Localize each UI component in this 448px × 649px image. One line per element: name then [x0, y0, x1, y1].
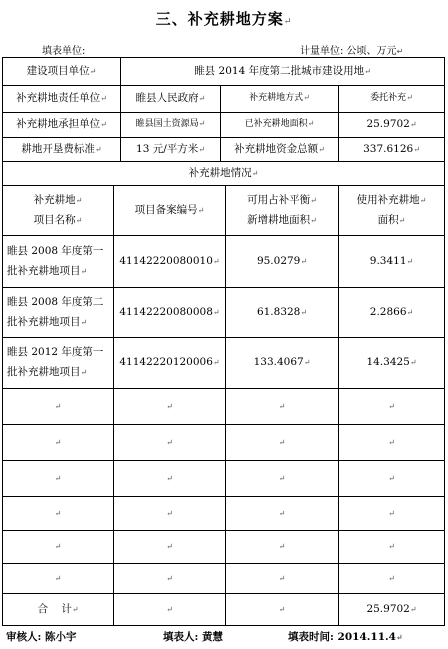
cell-text: 13 元/平方米 — [136, 142, 199, 155]
paragraph-mark: ↵ — [388, 542, 395, 552]
paragraph-mark: ↵ — [54, 401, 62, 411]
new-area — [226, 236, 338, 287]
footer-text: 填表人: 黄慧 — [163, 631, 224, 643]
supplement-method-value — [339, 86, 444, 112]
undertaking-unit-value — [121, 113, 220, 137]
cell-text: 可用占补平衡 — [247, 193, 311, 206]
paragraph-mark: ↵ — [80, 266, 88, 276]
record-number — [114, 236, 225, 287]
paragraph-mark: ↵ — [388, 401, 395, 411]
total-label — [3, 594, 113, 625]
paragraph-mark: ↵ — [80, 317, 88, 327]
empty-cell — [226, 425, 338, 460]
section-title — [3, 162, 444, 185]
paragraph-mark: ↵ — [54, 573, 62, 583]
cell-text: 睢县 2012 年度第一 — [7, 346, 104, 359]
empty-cell — [114, 531, 225, 563]
cell-text: 补充耕地情况 — [188, 166, 252, 179]
new-area — [226, 338, 338, 388]
paragraph-mark: ↵ — [310, 195, 317, 205]
cell-text: 41142220080008 — [119, 305, 213, 318]
paragraph-mark: ↵ — [398, 215, 406, 225]
fill-unit-text: 填表单位: — [42, 46, 86, 57]
cell-text: 补充耕地 — [33, 193, 76, 206]
paragraph-mark: ↵ — [278, 473, 286, 483]
cell-text: 41142220080010 — [119, 254, 213, 267]
empty-cell — [226, 531, 338, 563]
fill-unit-label — [42, 42, 85, 57]
cell-text: 补充耕地资金总额 — [234, 142, 319, 155]
cell-text: 已补充耕地面积 — [244, 119, 308, 130]
cell-text: 补充耕地责任单位 — [16, 92, 101, 105]
paragraph-mark: ↵ — [80, 368, 88, 377]
paragraph-mark: ↵ — [278, 542, 286, 552]
used-area — [339, 338, 444, 388]
paragraph-mark: ↵ — [300, 256, 308, 266]
total-fund-value — [339, 138, 444, 161]
empty-cell — [226, 564, 338, 593]
cell-text: 睢县 2008 年度第二 — [7, 295, 104, 308]
paragraph-mark: ↵ — [166, 604, 173, 614]
record-number — [114, 338, 225, 388]
project-unit-value — [121, 58, 444, 85]
grid-line — [2, 625, 444, 626]
cell-text: 补充耕地方式 — [249, 93, 304, 104]
paragraph-mark: ↵ — [409, 120, 417, 130]
paragraph-mark: ↵ — [198, 119, 206, 129]
paragraph-mark: ↵ — [278, 401, 286, 411]
empty-cell — [226, 389, 338, 424]
column-header-project-name — [3, 186, 113, 235]
cell-text: 合 计 — [37, 602, 72, 615]
cell-text: 睢县人民政府 — [135, 92, 199, 105]
record-number — [114, 288, 225, 337]
cell-text: 337.6126 — [363, 142, 414, 155]
measure-unit-text: 计量单位: 公顷、万元 — [300, 46, 397, 57]
cell-text: 9.3411 — [369, 254, 407, 267]
paragraph-mark: ↵ — [300, 307, 308, 317]
empty-cell — [226, 594, 338, 625]
empty-cell — [114, 461, 225, 496]
column-header-new-area — [226, 186, 338, 235]
empty-cell — [339, 425, 444, 460]
empty-cell — [114, 594, 225, 625]
supplemented-area-value — [339, 113, 444, 137]
empty-cell — [114, 389, 225, 424]
column-header-record-number — [114, 186, 225, 235]
paragraph-mark: ↵ — [75, 195, 83, 205]
empty-cell — [339, 389, 444, 424]
total-used-area — [339, 594, 444, 625]
grid-line — [444, 57, 445, 626]
paragraph-mark: ↵ — [419, 195, 427, 205]
cell-text: 面积 — [377, 213, 399, 226]
cell-text: 使用补充耕地 — [356, 193, 420, 206]
footer-text: 审核人: 陈小宇 — [6, 631, 77, 643]
paragraph-mark: ↵ — [303, 358, 311, 368]
empty-cell — [114, 564, 225, 593]
empty-cell — [3, 389, 113, 424]
cell-text: 41142220120006 — [119, 356, 213, 369]
paragraph-mark: ↵ — [251, 168, 259, 178]
cell-text: 委托补充 — [370, 93, 407, 104]
paragraph-mark: ↵ — [396, 47, 404, 56]
project-unit-label — [3, 58, 120, 85]
paragraph-mark: ↵ — [409, 358, 417, 368]
cell-text: 睢县 2008 年度第一 — [7, 244, 104, 257]
paragraph-mark: ↵ — [212, 358, 220, 368]
paragraph-mark: ↵ — [54, 542, 62, 552]
used-area — [339, 288, 444, 337]
paragraph-mark: ↵ — [283, 17, 293, 27]
total-fund-label — [221, 138, 338, 161]
paragraph-mark: ↵ — [75, 215, 83, 225]
paragraph-mark: ↵ — [89, 66, 97, 76]
empty-cell — [3, 425, 113, 460]
cell-text: 2.2866 — [369, 305, 407, 318]
empty-cell — [3, 497, 113, 530]
paragraph-mark: ↵ — [166, 508, 173, 518]
undertaking-unit-label — [3, 113, 120, 137]
paragraph-mark: ↵ — [54, 437, 62, 447]
paragraph-mark: ↵ — [100, 120, 107, 130]
paragraph-mark: ↵ — [303, 93, 310, 103]
empty-cell — [339, 564, 444, 593]
paragraph-mark: ↵ — [212, 256, 220, 266]
paragraph-mark: ↵ — [278, 604, 286, 614]
cell-text: 批补充耕地项目 — [7, 366, 81, 378]
paragraph-mark: ↵ — [166, 573, 173, 583]
paragraph-mark: ↵ — [278, 437, 286, 447]
project-name — [3, 288, 113, 337]
responsible-unit-label — [3, 86, 120, 112]
cell-text: 项目备案编号 — [134, 203, 198, 216]
paragraph-mark: ↵ — [94, 144, 102, 154]
cell-text: 25.9702 — [366, 118, 410, 131]
empty-cell — [339, 531, 444, 563]
responsible-unit-value — [121, 86, 220, 112]
cell-text: 耕地开垦费标准 — [21, 142, 95, 155]
paragraph-mark: ↵ — [197, 205, 205, 215]
paragraph-mark: ↵ — [166, 401, 173, 411]
empty-cell — [3, 564, 113, 593]
paragraph-mark: ↵ — [406, 307, 414, 317]
cell-text: 133.4067 — [253, 356, 304, 369]
paragraph-mark: ↵ — [388, 508, 395, 518]
paragraph-mark: ↵ — [278, 508, 286, 518]
empty-cell — [339, 461, 444, 496]
used-area — [339, 236, 444, 287]
paragraph-mark: ↵ — [406, 256, 414, 266]
supplement-method-label — [221, 86, 338, 112]
column-header-used-area — [339, 186, 444, 235]
empty-cell — [226, 461, 338, 496]
paragraph-mark: ↵ — [54, 473, 62, 483]
paragraph-mark: ↵ — [100, 94, 107, 104]
paragraph-mark: ↵ — [388, 573, 395, 583]
title-text: 三、补充耕地方案 — [155, 10, 284, 28]
paragraph-mark: ↵ — [71, 604, 79, 614]
paragraph-mark: ↵ — [166, 542, 173, 552]
paragraph-mark: ↵ — [307, 119, 315, 129]
supplemented-area-label — [221, 113, 338, 137]
paragraph-mark: ↵ — [395, 632, 403, 642]
paragraph-mark: ↵ — [166, 437, 173, 447]
cell-text: 补充耕地承担单位 — [16, 118, 101, 131]
reclamation-fee-value — [121, 138, 220, 161]
empty-cell — [3, 461, 113, 496]
empty-cell — [114, 425, 225, 460]
filler — [163, 629, 223, 644]
cell-text: 建设项目单位 — [26, 64, 90, 77]
footer-text: 填表时间: 2014.11.4 — [288, 631, 396, 643]
paragraph-mark: ↵ — [409, 604, 417, 614]
empty-cell — [226, 497, 338, 530]
reclamation-fee-label — [3, 138, 120, 161]
cell-text: 新增耕地面积 — [247, 213, 311, 226]
paragraph-mark: ↵ — [318, 144, 325, 154]
paragraph-mark: ↵ — [413, 144, 420, 154]
cell-text: 批补充耕地项目 — [7, 264, 81, 277]
measure-unit-label — [300, 42, 403, 57]
paragraph-mark: ↵ — [406, 93, 413, 103]
reviewer — [6, 629, 77, 644]
project-name — [3, 338, 113, 388]
page-title — [0, 8, 448, 29]
empty-cell — [3, 531, 113, 563]
paragraph-mark: ↵ — [310, 215, 317, 225]
empty-cell — [339, 497, 444, 530]
cell-text: 批补充耕地项目 — [7, 315, 81, 328]
cell-text: 25.9702 — [366, 602, 410, 615]
fill-time — [288, 629, 403, 644]
paragraph-mark: ↵ — [198, 144, 205, 154]
cell-text: 睢县 2014 年度第二批城市建设用地 — [194, 64, 365, 77]
paragraph-mark: ↵ — [278, 573, 286, 583]
new-area — [226, 288, 338, 337]
cell-text: 61.8328 — [256, 305, 301, 318]
paragraph-mark: ↵ — [166, 473, 173, 483]
cell-text: 睢县国土资源局 — [135, 119, 199, 130]
empty-cell — [114, 497, 225, 530]
cell-text: 项目名称 — [33, 213, 76, 226]
paragraph-mark: ↵ — [198, 94, 206, 104]
project-name — [3, 236, 113, 287]
paragraph-mark: ↵ — [212, 307, 220, 317]
cell-text: 95.0279 — [256, 254, 301, 267]
cell-text: 14.3425 — [366, 356, 410, 369]
paragraph-mark: ↵ — [54, 508, 62, 518]
paragraph-mark: ↵ — [388, 473, 395, 483]
paragraph-mark: ↵ — [364, 66, 371, 76]
paragraph-mark: ↵ — [388, 437, 395, 447]
